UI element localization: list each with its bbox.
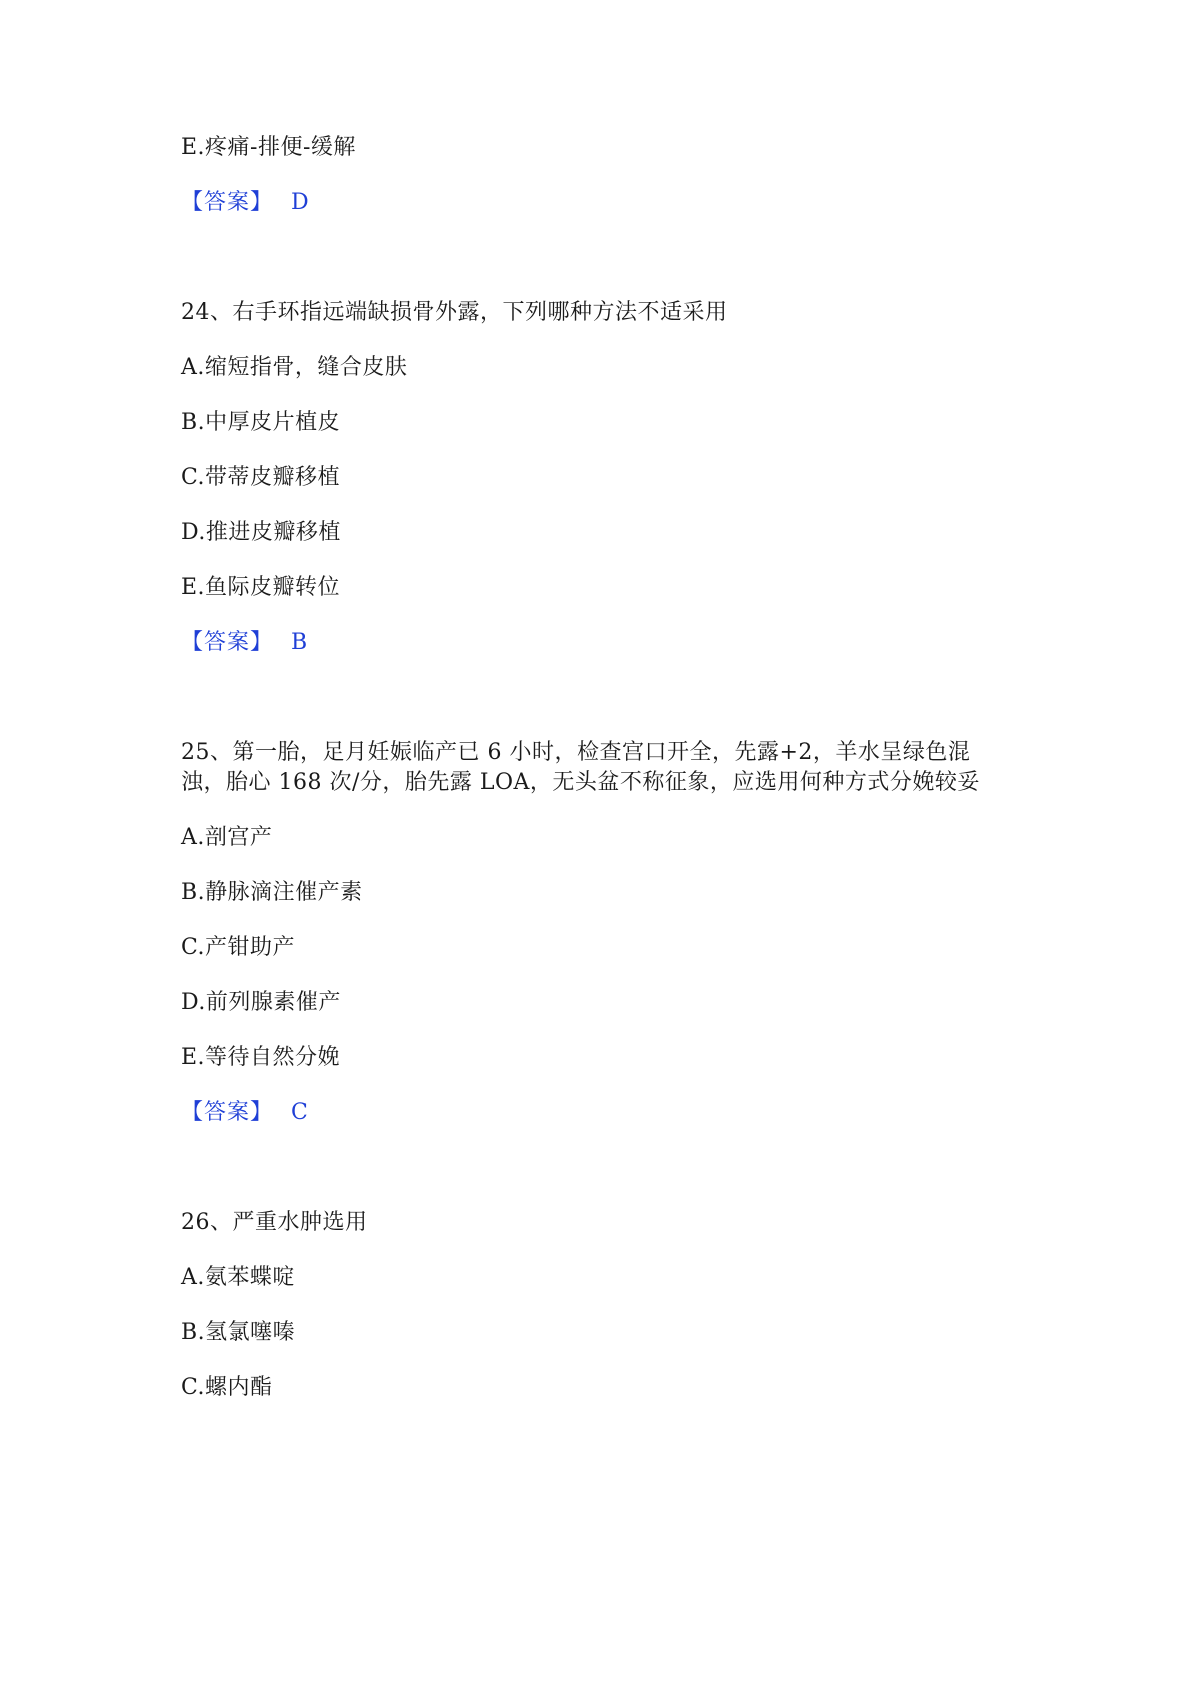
q24-option-b: B.中厚皮片植皮: [181, 410, 341, 435]
q26-option-c: C.螺内酯: [181, 1375, 273, 1400]
answer-value: B: [291, 630, 308, 655]
q25-option-b: B.静脉滴注催产素: [181, 880, 363, 905]
q23-option-e: E.疼痛-排便-缓解: [181, 135, 356, 160]
q24-option-c: C.带蒂皮瓣移植: [181, 465, 341, 490]
q25-stem-line2: 浊，胎心 168 次/分，胎先露 LOA，无头盆不称征象，应选用何种方式分娩较妥: [181, 770, 980, 795]
q25-stem-line1: 25、第一胎，足月妊娠临产已 6 小时，检查宫口开全，先露+2，羊水呈绿色混: [181, 740, 971, 765]
q25-option-d: D.前列腺素催产: [181, 990, 341, 1015]
q25-answer: [181, 1096, 308, 1130]
q25-option-c: C.产钳助产: [181, 935, 296, 960]
q26-option-b: B.氢氯噻嗪: [181, 1320, 296, 1345]
answer-label: 【答案】: [181, 190, 274, 215]
q24-answer: [181, 626, 308, 660]
q26-option-a: A.氨苯蝶啶: [181, 1265, 295, 1290]
answer-value: C: [291, 1100, 309, 1125]
answer-label: 【答案】: [181, 1100, 274, 1125]
q24-stem: 24、右手环指远端缺损骨外露，下列哪种方法不适采用: [181, 300, 728, 325]
q24-option-d: D.推进皮瓣移植: [181, 520, 341, 545]
q24-option-a: A.缩短指骨，缝合皮肤: [181, 355, 408, 380]
q26-stem: 26、严重水肿选用: [181, 1210, 368, 1235]
q24-option-e: E.鱼际皮瓣转位: [181, 575, 341, 600]
answer-value: D: [291, 190, 310, 215]
answer-label: 【答案】: [181, 630, 274, 655]
q23-answer: [181, 186, 309, 220]
q25-option-a: A.剖宫产: [181, 825, 273, 850]
q25-option-e: E.等待自然分娩: [181, 1045, 341, 1070]
